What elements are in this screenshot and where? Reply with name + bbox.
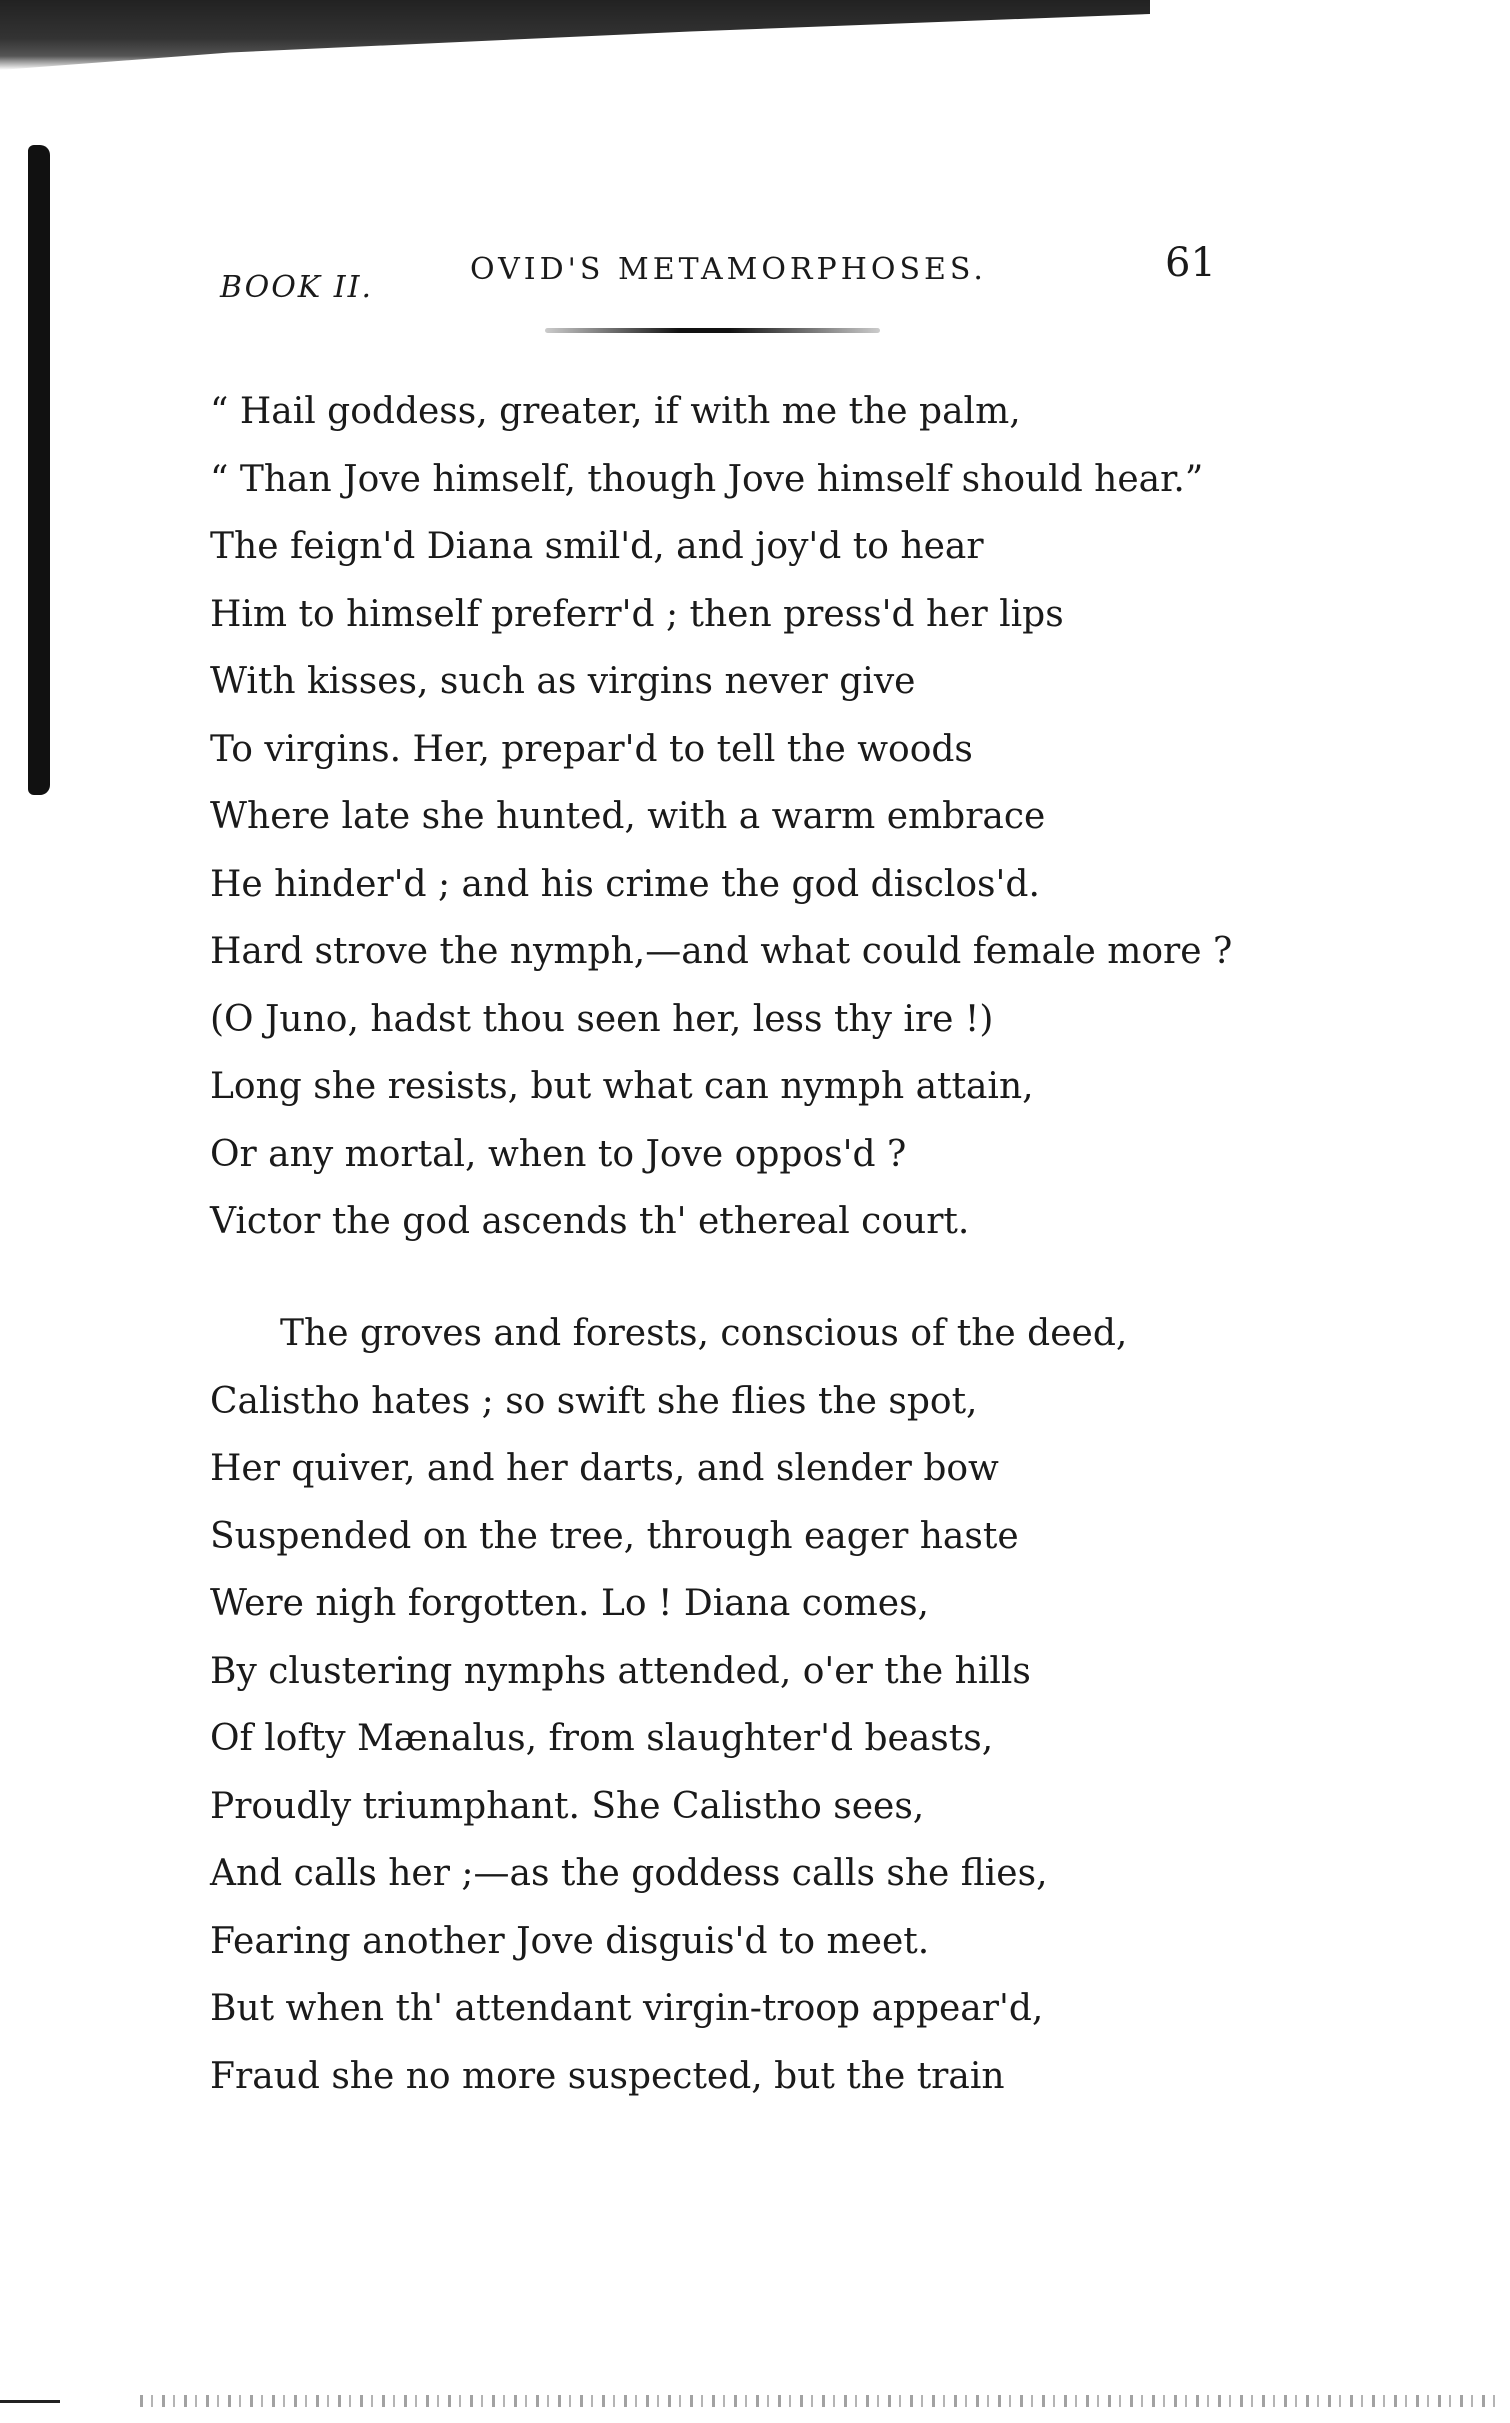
verse-line: Proudly triumphant. She Calistho sees, <box>210 1785 925 1827</box>
stanza-1 <box>210 378 1310 1256</box>
verse-line: Long she resists, but what can nymph attain, <box>210 1066 1034 1107</box>
running-title: OVID'S METAMORPHOSES. <box>470 252 987 287</box>
running-head <box>0 240 1510 305</box>
verse-line: Hard strove the nymph,—and what could female more ? <box>210 931 1233 972</box>
verse-line: “ Hail goddess, greater, if with me the palm, <box>210 391 1021 432</box>
page-number: 61 <box>1165 240 1216 286</box>
verse-line: Suspended on the tree, through eager haste <box>210 1515 1019 1557</box>
scan-bottom-noise <box>140 2395 1500 2407</box>
verse-line: Fraud she no more suspected, but the train <box>210 2055 1005 2097</box>
verse-line: By clustering nymphs attended, o'er the hills <box>210 1650 1031 1692</box>
verse-line: Fearing another Jove disguis'd to meet. <box>210 1920 930 1962</box>
verse-line: (O Juno, hadst thou seen her, less thy ire !) <box>210 998 994 1040</box>
verse-line: Or any mortal, when to Jove oppos'd ? <box>210 1133 907 1175</box>
scan-bottom-mark <box>0 2400 60 2403</box>
verse-line: But when th' attendant virgin-troop appear'd, <box>210 1988 1044 2029</box>
verse-line: The groves and forests, conscious of the deed, <box>280 1313 1128 1354</box>
verse-line: Were nigh forgotten. Lo ! Diana comes, <box>210 1583 929 1624</box>
verse-line: To virgins. Her, prepar'd to tell the woods <box>210 728 973 770</box>
verse-line: Her quiver, and her darts, and slender bow <box>210 1448 999 1489</box>
verse-line: Calistho hates ; so swift she flies the spot, <box>210 1380 978 1422</box>
scan-edge-shadow <box>0 0 1150 70</box>
verse-line: Him to himself preferr'd ; then press'd her lips <box>210 593 1064 635</box>
verse-line: With kisses, such as virgins never give <box>210 661 916 702</box>
verse-line: Of lofty Mænalus, from slaughter'd beasts, <box>210 1718 994 1759</box>
header-rule <box>545 328 880 333</box>
verse-line: And calls her ;—as the goddess calls she flies, <box>210 1853 1048 1894</box>
book-label: BOOK II. <box>220 270 373 305</box>
verse-line: “ Than Jove himself, though Jove himself should hear.” <box>210 458 1204 500</box>
verse-line: The feign'd Diana smil'd, and joy'd to hear <box>210 526 984 567</box>
verse-line: Victor the god ascends th' ethereal court. <box>210 1201 970 1242</box>
verse-line: He hinder'd ; and his crime the god disclos'd. <box>210 863 1040 905</box>
verse-line: Where late she hunted, with a warm embrace <box>210 796 1046 837</box>
stanza-2 <box>210 1300 1310 2110</box>
